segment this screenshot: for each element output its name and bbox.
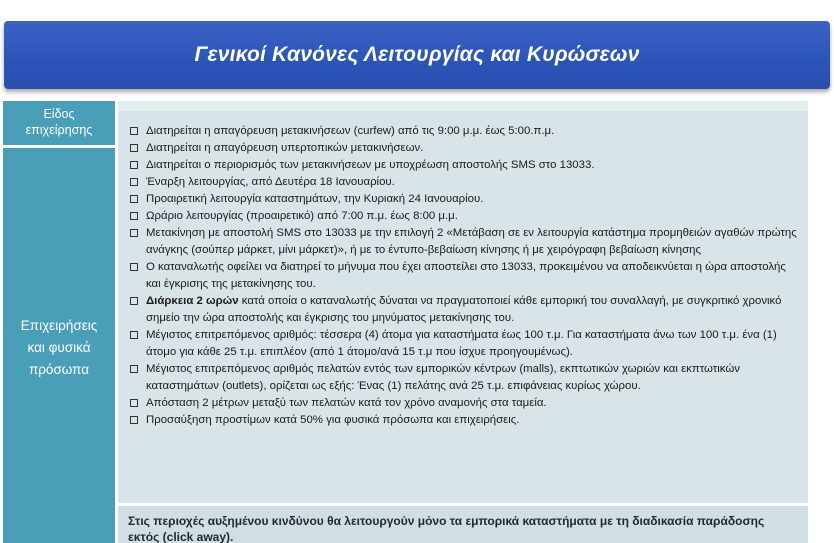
row-label-cell bbox=[3, 148, 115, 543]
rule-item: Ο καταναλωτής οφείλει να διατηρεί το μήνυμα που έχει αποστείλει στο 13033, προκειμένου να αποδεικνύεται η ώρα αποστολής και έγκρισης της μετακίνησης του. bbox=[130, 259, 802, 293]
checkbox-icon bbox=[130, 195, 138, 203]
checkbox-icon bbox=[130, 161, 138, 169]
rule-item: Διατηρείται η απαγόρευση υπερτοπικών μετακινήσεων. bbox=[130, 140, 802, 157]
rule-item: Διάρκεια 2 ωρών κατά οποία ο καταναλωτής δύναται να πραγματοποιεί κάθε εμπορική του συναλλαγή, με συγκριτικό χρονικό σημείο την ώρα αποστολής και έγκρισης του μηνύματος μετακίνησης του. bbox=[130, 293, 802, 327]
rule-item: Διατηρείται η απαγόρευση μετακινήσεων (curfew) από τις 9:00 μ.μ. έως 5:00.π.μ. bbox=[130, 123, 802, 140]
rule-item: Ωράριο λειτουργίας (προαιρετικό) από 7:00 π.μ. έως 8:00 μ.μ. bbox=[130, 208, 802, 225]
rules-list bbox=[130, 123, 802, 429]
rule-item: Μέγιστος επιτρεπόμενος αριθμός: τέσσερα (4) άτομα για καταστήματα έως 100 τ.μ. Για καταστήματα άνω των 100 τ.μ. ένα (1) άτομο για κάθε 25 τ.μ. επιπλέον (από 1 άτομο/ανά 15 τ.μ που ίσχυε προηγουμένως). bbox=[130, 327, 802, 361]
title-banner bbox=[4, 21, 830, 89]
checkbox-icon bbox=[130, 263, 138, 271]
checkbox-icon bbox=[130, 416, 138, 424]
checkbox-icon bbox=[130, 144, 138, 152]
row-label-line1: Επιχειρήσεις bbox=[20, 318, 98, 333]
rule-item: Απόσταση 2 μέτρων μεταξύ των πελατών κατά τον χρόνο αναμονής στα ταμεία. bbox=[130, 395, 802, 412]
footer-note: Στις περιοχές αυξημένου κινδύνου θα λειτουργούν μόνο τα εμπορικά καταστήματα με τη διαδικασία παράδοσης εκτός (click away). bbox=[118, 506, 808, 543]
business-type-header-line1: Είδος bbox=[43, 107, 75, 121]
business-type-header bbox=[3, 101, 115, 145]
rule-item: Προαιρετική λειτουργία καταστημάτων, την Κυριακή 24 Ιανουαρίου. bbox=[130, 191, 802, 208]
rule-item: Διατηρείται ο περιορισμός των μετακινήσεων με υποχρέωση αποστολής SMS στο 13033. bbox=[130, 157, 802, 174]
checkbox-icon bbox=[130, 331, 138, 339]
checkbox-icon bbox=[130, 229, 138, 237]
rule-item: Μετακίνηση με αποστολή SMS στο 13033 με την επιλογή 2 «Μετάβαση σε εν λειτουργία κατάστημα προμηθειών αγαθών πρώτης ανάγκης (σούπερ μάρκετ, μίνι μάρκετ)», ή με το έντυπο-βεβαίωση κίνησης ή με χειρόγραφη βεβαίωση κίνησης bbox=[130, 225, 802, 259]
checkbox-icon bbox=[130, 399, 138, 407]
rule-item: Έναρξη λειτουργίας, από Δευτέρα 18 Ιανουαρίου. bbox=[130, 174, 802, 191]
checkbox-icon bbox=[130, 365, 138, 373]
checkbox-icon bbox=[130, 297, 138, 305]
slide-title: Γενικοί Κανόνες Λειτουργίας και Κυρώσεων bbox=[194, 43, 640, 66]
checkbox-icon bbox=[130, 178, 138, 186]
checkbox-icon bbox=[130, 127, 138, 135]
row-label-line3: πρόσωπα bbox=[28, 362, 90, 377]
header-content-cell bbox=[118, 101, 808, 111]
row-label-line2: και φυσικά bbox=[27, 340, 91, 355]
rule-item: Προσαύξηση προστίμων κατά 50% για φυσικά πρόσωπα και επιχειρήσεις. bbox=[130, 412, 802, 429]
rule-item: Μέγιστος επιτρεπόμενος αριθμός πελατών εντός των εμπορικών κέντρων (malls), εκπτωτικών χωριών και εκπτωτικών καταστημάτων (outlets), ορίζεται ως εξής: Ένας (1) πελάτης ανά 25 τ.μ. επιφάνειας κυρίως χώρου. bbox=[130, 361, 802, 395]
checkbox-icon bbox=[130, 212, 138, 220]
business-type-header-line2: επιχείρησης bbox=[25, 123, 93, 137]
